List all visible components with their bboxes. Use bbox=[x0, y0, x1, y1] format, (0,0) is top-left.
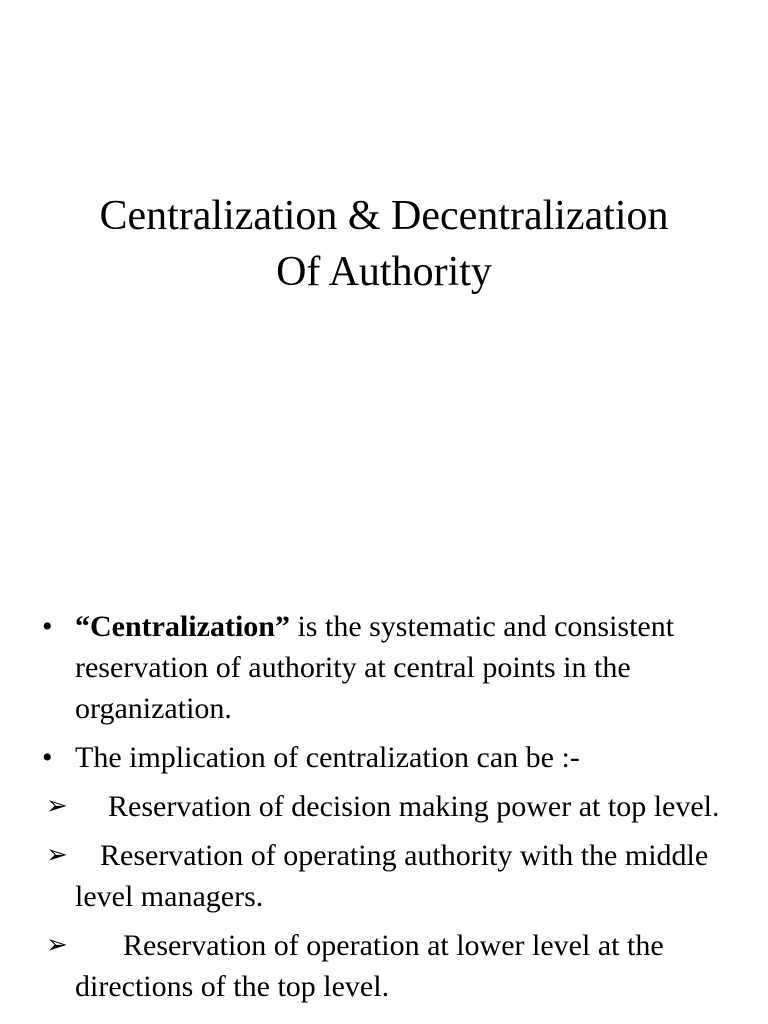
bullet-marker: • bbox=[42, 741, 53, 774]
arrow-item-text: Reservation of operation at lower level at the directions of the top level. bbox=[75, 929, 664, 1003]
bullet-item-centralization-definition bbox=[0, 606, 768, 729]
slide-title bbox=[0, 188, 768, 300]
arrow-bullet-icon: ➢ bbox=[46, 930, 68, 960]
bullet-text: is the systematic and consistent reservation of authority at central points in the organization. bbox=[75, 610, 675, 725]
arrow-item-operating-authority bbox=[0, 835, 768, 917]
bullet-marker: • bbox=[42, 610, 53, 643]
slide-title-line-2: Of Authority bbox=[276, 249, 492, 295]
bullet-text: The implication of centralization can be :- bbox=[75, 741, 580, 774]
term-centralization: “Centralization” bbox=[75, 610, 290, 643]
bullet-item-implication bbox=[0, 737, 768, 778]
slide-body bbox=[0, 606, 768, 1015]
arrow-bullet-icon: ➢ bbox=[46, 840, 68, 870]
slide-title-line-1: Centralization & Decentralization bbox=[99, 193, 669, 239]
arrow-item-lower-level-operation bbox=[0, 925, 768, 1007]
arrow-item-text: Reservation of operating authority with the middle level managers. bbox=[75, 839, 709, 913]
arrow-item-decision-making bbox=[0, 786, 768, 827]
arrow-item-text: Reservation of decision making power at top level. bbox=[108, 790, 720, 823]
arrow-bullet-icon: ➢ bbox=[46, 791, 68, 821]
